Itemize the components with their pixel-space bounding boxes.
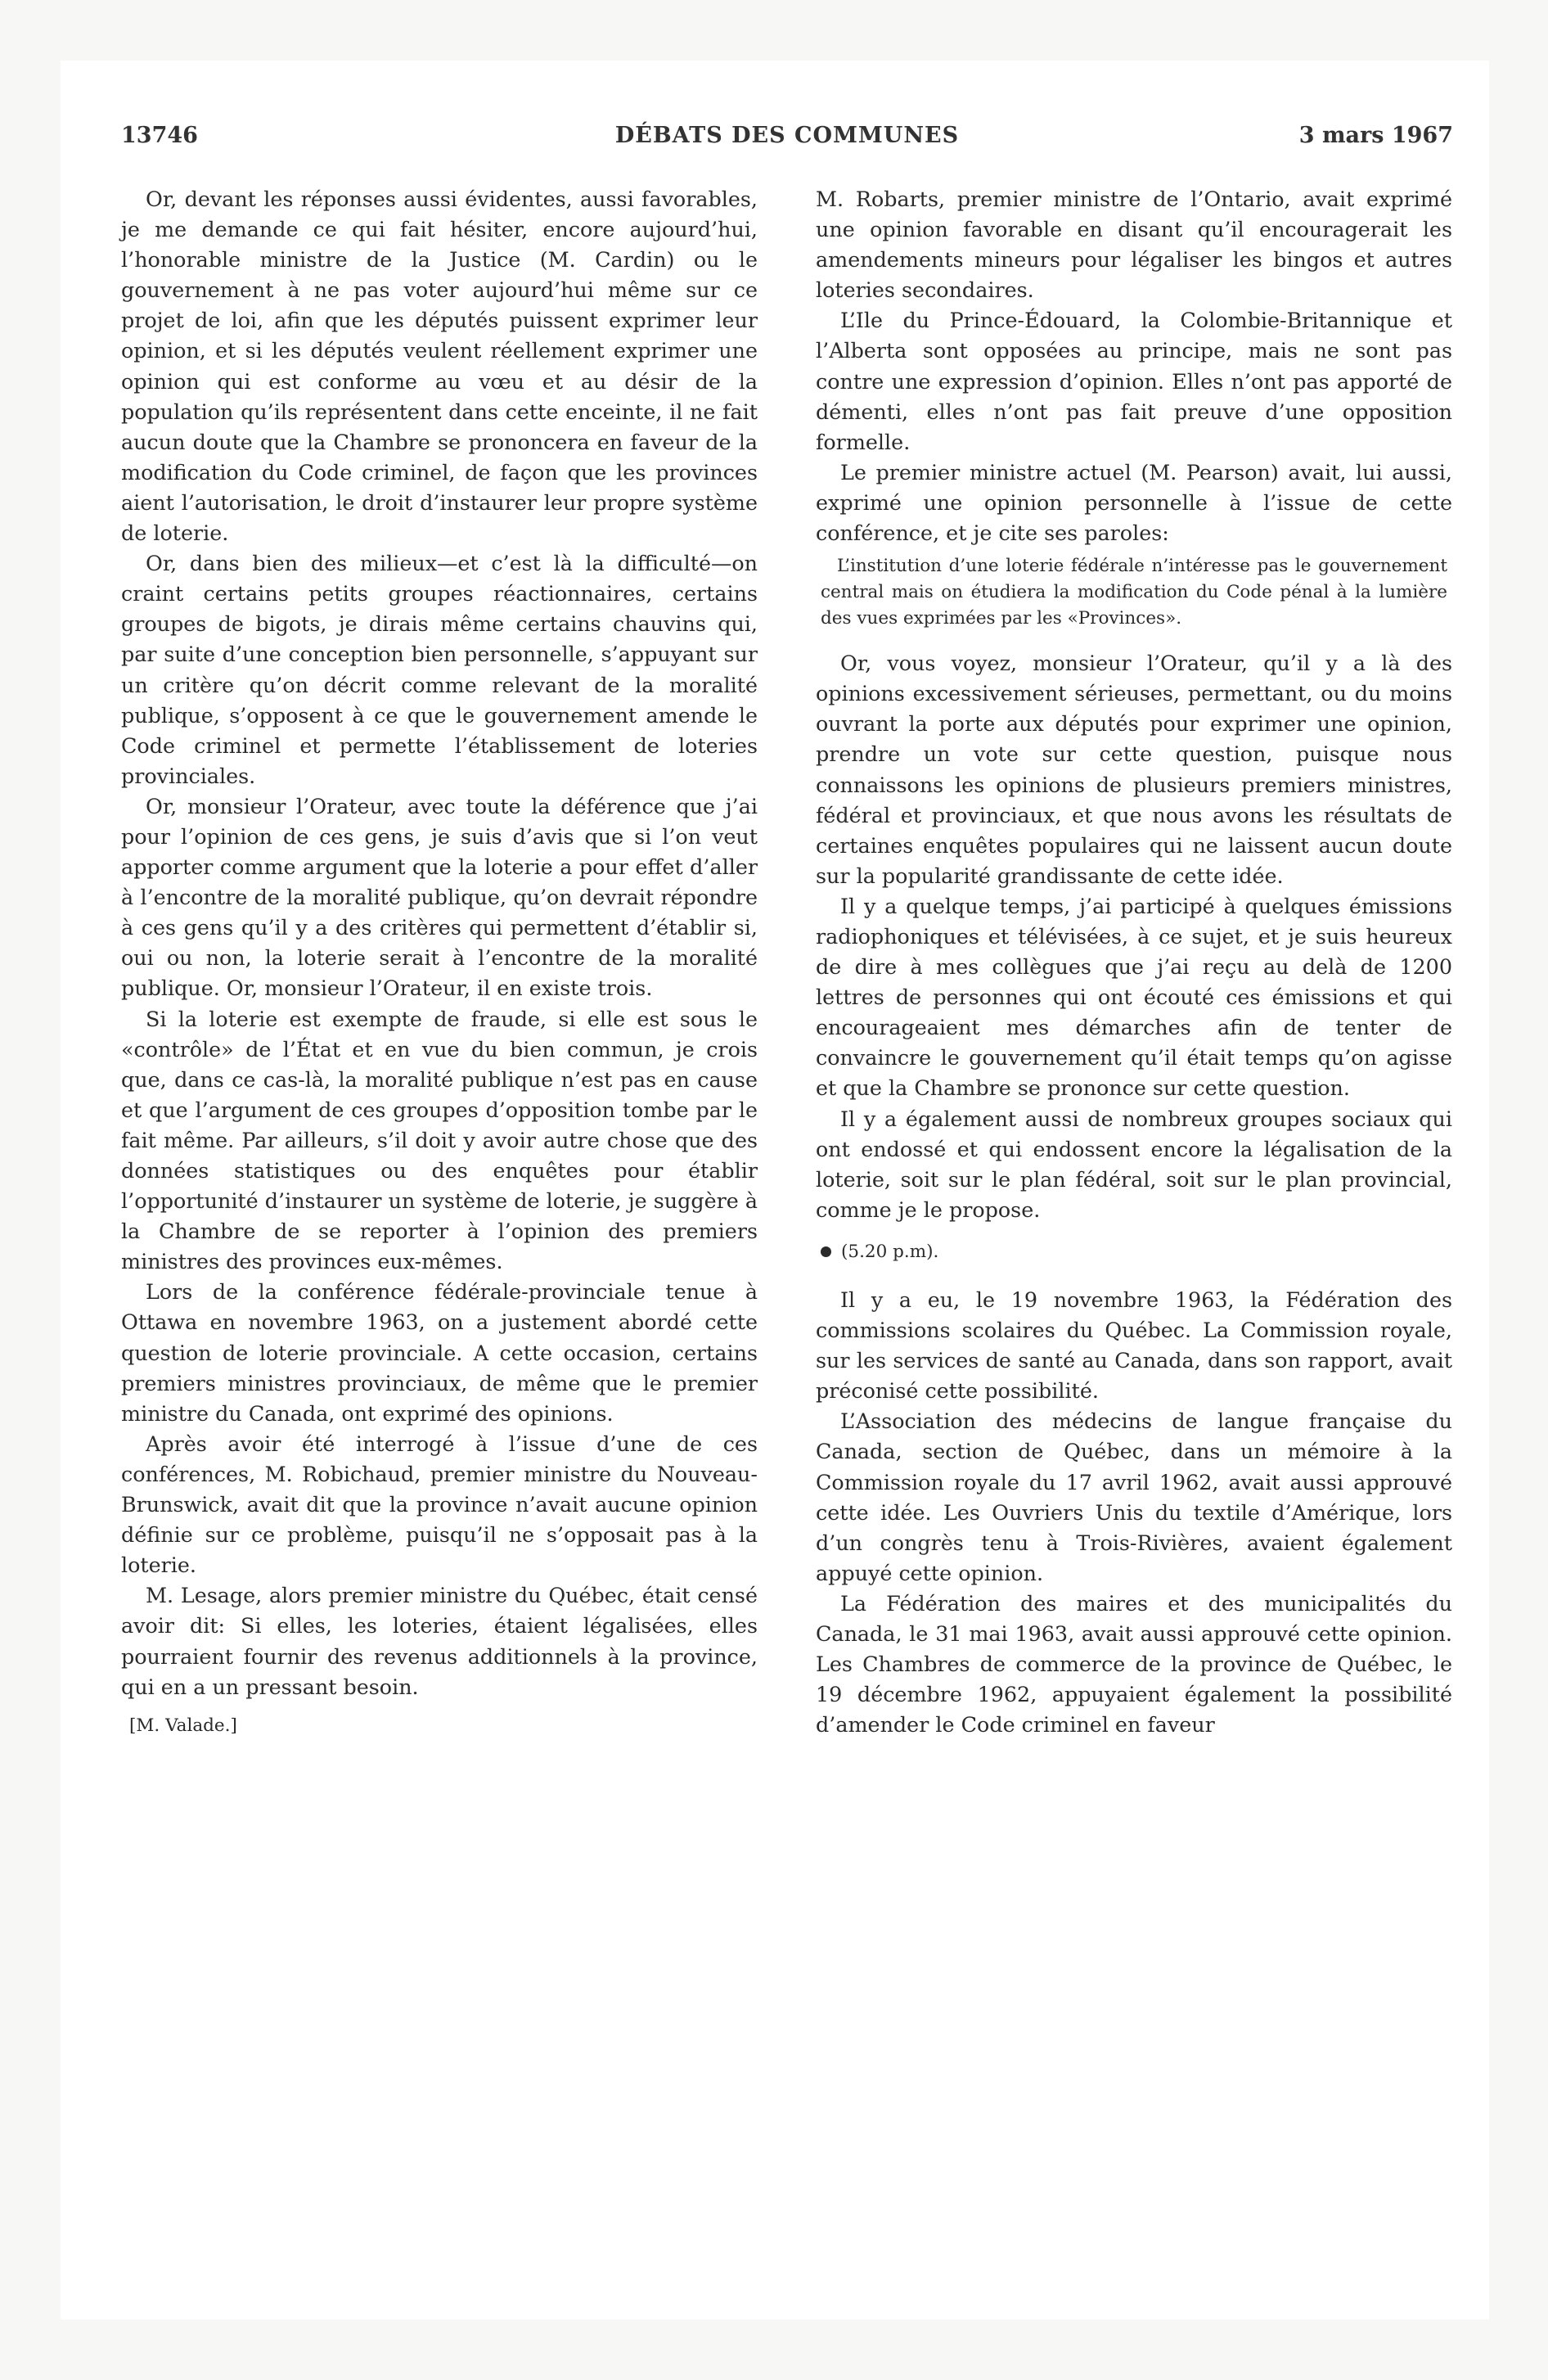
paragraph: Il y a eu, le 19 novembre 1963, la Fédération des commissions scolaires du Québec. La Commission royale, sur les services de santé au Canada, dans son rapport, avait préconisé cette possibilité. [816,1287,1452,1404]
paragraph: L’Association des médecins de langue française du Canada, section de Québec, dans un mémoire à la Commission royale du 17 avril 1962, avait aussi approuvé cette idée. Les Ouvriers Unis du textile d’Amérique, lors d’un congrès tenu à Trois-Rivières, avaient également appuyé cette opinion. [816,1409,1452,1585]
time-marker [816,1237,1452,1267]
paragraph: L’Ile du Prince-Édouard, la Colombie-Britannique et l’Alberta sont opposées au principe, mais ne sont pas contre une expression d’opinion. Elles n’ont pas apporté de démenti, elles n’ont pas fait preuve d’une opposition formelle. [816,308,1452,454]
paragraph: Lors de la conférence fédérale-provinciale tenue à Ottawa en novembre 1963, on a justement abordé cette question de loterie provinciale. A cette occasion, certains premiers ministres provinciaux, de même que le premier ministre du Canada, ont exprimé des opinions. [121,1279,758,1426]
paragraph: Il y a quelque temps, j’ai participé à quelques émissions radiophoniques et télévisées, à ce sujet, et je suis heureux de dire à mes collègues que j’ai reçu au delà de 1200 lettres de personnes qui ont écouté ces émissions et qui encourageaient mes démarches afin de tenter de convaincre le gouvernement qu’il était temps qu’on agisse et que la Chambre se prononce sur cette question. [816,893,1452,1101]
paragraph: Or, vous voyez, monsieur l’Orateur, qu’il y a là des opinions excessivement sérieuses, permettant, ou du moins ouvrant la porte aux députés pour exprimer une opinion, prendre un vote sur cette question, puisque nous connaissons les opinions de plusieurs premiers ministres, fédéral et provinciaux, et que nous avons les résultats de certaines enquêtes populaires qui ne laissent aucun doute sur la popularité grandissante de cette idée. [816,651,1452,888]
page-number: 13746 [121,123,198,148]
publication-title: DÉBATS DES COMMUNES [614,123,960,148]
paragraph: M. Lesage, alors premier ministre du Québec, était censé avoir dit: Si elles, les loteries, étaient légalisées, elles pourraient fournir des revenus additionnels à la province, qui en a un pressant besoin. [121,1583,758,1699]
paragraph: La Fédération des maires et des municipalités du Canada, le 31 mai 1963, avait aussi approuvé cette opinion. Les Chambres de commerce de la province de Québec, le 19 décembre 1962, appuyaient également la possibilité d’amender le Code criminel en faveur [816,1590,1452,1738]
paragraph: Il y a également aussi de nombreux groupes sociaux qui ont endossé et qui endossent encore la légalisation de la loterie, soit sur le plan fédéral, soit sur le plan provincial, comme je le propose. [816,1106,1452,1222]
paragraph: Or, devant les réponses aussi évidentes, aussi favorables, je me demande ce qui fait hésiter, encore aujourd’hui, l’honorable ministre de la Justice (M. Cardin) ou le gouvernement à ne pas voter aujourd’hui même sur ce projet de loi, afin que les députés puissent exprimer leur opinion, et si les députés veulent réellement exprimer une opinion qui est conforme au vœu et au désir de la population qu’ils représentent dans cette enceinte, il ne fait aucun doute que la Chambre se prononcera en faveur de la modification du Code criminel, de façon que les provinces aient l’autorisation, le droit d’instaurer leur propre système de loterie. [121,187,758,546]
block-quote: L’institution d’une loterie fédérale n’intéresse pas le gouvernement central mais on étudiera la modification du Code pénal à la lumière des vues exprimées par les «Provinces». [821,556,1447,629]
paragraph: Or, dans bien des milieux—et c’est là la difficulté—on craint certains petits groupes réactionnaires, certains groupes de bigots, je dirais même certains chauvins qui, par suite d’une conception bien personnelle, s’appuyant sur un critère qu’on décrit comme relevant de la moralité publique, s’opposent à ce que le gouvernement amende le Code criminel et permette l’établissement de loteries provinciales. [121,551,758,788]
page-header [121,123,1453,156]
paragraph: Le premier ministre actuel (M. Pearson) avait, lui aussi, exprimé une opinion personnelle à l’issue de cette conférence, et je cite ses paroles: [816,459,1452,546]
paragraph-continued: M. Robarts, premier ministre de l’Ontario, avait exprimé une opinion favorable en disant qu’il encouragerait les amendements mineurs pour légaliser les bingos et autres loteries secondaires. [816,187,1452,303]
paragraph: Après avoir été interrogé à l’issue d’une de ces conférences, M. Robichaud, premier ministre du Nouveau-Brunswick, avait dit que la province n’avait aucune opinion définie sur ce problème, puisqu’il ne s’opposait pas à la loterie. [121,1431,758,1578]
page-date: 3 mars 1967 [1298,123,1453,148]
paragraph: Si la loterie est exempte de fraude, si elle est sous le «contrôle» de l’État et en vue du bien commun, je crois que, dans ce cas-là, la moralité publique n’est pas en cause et que l’argument de ces groupes d’opposition tombe par le fait même. Par ailleurs, s’il doit y avoir autre chose que des données statistiques ou des enquêtes pour établir l’opportunité d’instaurer un système de loterie, je suggère à la Chambre de se reporter à l’opinion des premiers ministres des provinces eux-mêmes. [121,1006,758,1274]
right-column [816,184,1452,1740]
timestamp-text: (5.20 p.m). [841,1241,939,1262]
speaker-attribution: [M. Valade.] [129,1715,237,1736]
left-column [121,184,758,1741]
bullet-icon [821,1246,831,1257]
paragraph: Or, monsieur l’Orateur, avec toute la déférence que j’ai pour l’opinion de ces gens, je suis d’avis que si l’on veut apporter comme argument que la loterie a pour effet d’aller à l’encontre de la moralité publique, qu’on devrait répondre à ces gens qu’il y a des critères qui permettent d’établir si, oui ou non, la loterie serait à l’encontre de la moralité publique. Or, monsieur l’Orateur, il en existe trois. [121,793,758,1001]
